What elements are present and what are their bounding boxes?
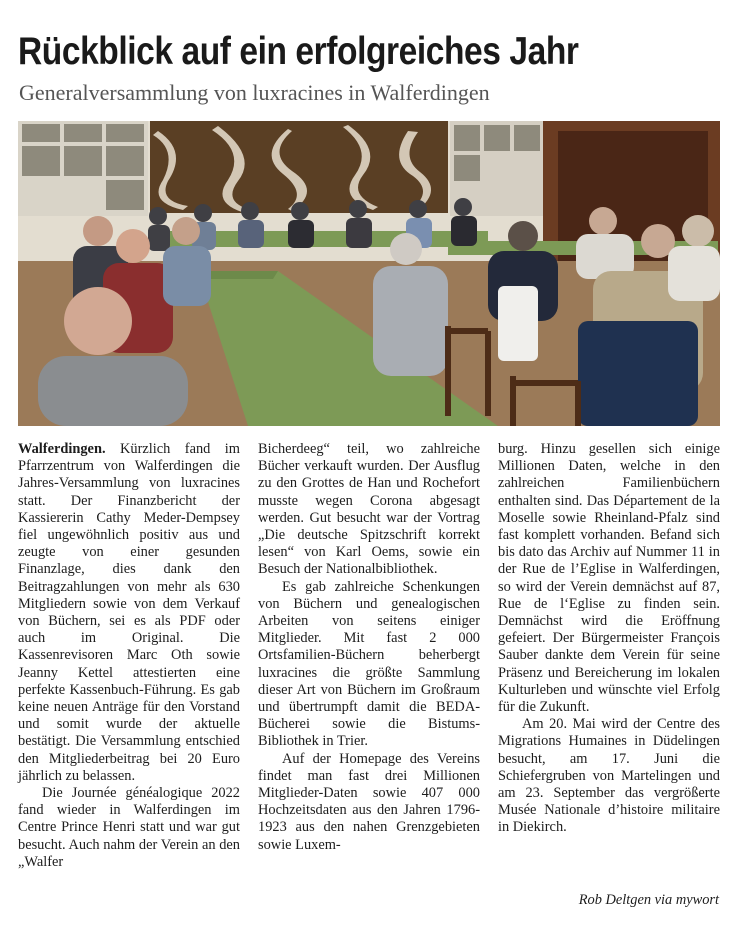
article-column-1 <box>18 441 240 871</box>
article-photo <box>18 121 720 426</box>
paragraph-text: Kürzlich fand im Pfarrzentrum von Walferdingen die Jahres-Versammlung von luxracines statt. Der Finanzbericht der Kassiererin Cathy Meder-Dempsey fiel ungewöhnlich positiv aus und zeugte von einer gesunden Finanzlage, dies dank den Beitragzahlungen von mehr als 630 Mitgliedern sowie von dem Verkauf von Büchern, sei es als PDF oder auch im Original. Die Kassenrevisoren Marc Oth sowie Jeanny Kettel attestierten eine perfekte Kassenbuch-Führung. Es gab keine neuen Anträge für den Vorstand und somit wurde der aktuelle bestätigt. Die Versammlung entschied den Mitgliederbeitrag bei 20 Euro jährlich zu belassen. <box>18 441 240 784</box>
article-paragraph: Bicherdeeg“ teil, wo zahlreiche Bücher verkauft wurden. Der Ausflug zu den Grottes de Han und Rochefort musste wegen Corona abgesagt werden. Gut besucht war der Vortrag „Die deutsche Spitzschrift korrekt lesen“ von Karl Oems, sowie ein Besuch der Nationalbibliothek. <box>258 441 480 578</box>
article-paragraph: Die Journée généalogique 2022 fand wieder in Walferdingen im Centre Prince Henri statt und war gut besucht. Auch nahm der Verein an den „Walfer <box>18 785 240 870</box>
article-column-3 <box>498 441 720 837</box>
byline: Rob Deltgen via mywort <box>578 892 719 908</box>
article-column-2 <box>258 441 480 854</box>
article-paragraph: burg. Hinzu gesellen sich einige Millionen Daten, welche in den zahlreichen Familienbüchern enthalten sind. Das Département de la Moselle sowie Rheinland-Pfalz sind fast komplett vorhanden. Befand sich bis dato das Archiv auf Nummer 11 in der Rue de l’Eglise in Walferdingen, so wird der Verein demnächst auf 87, Rue de l‘Eglise zu finden sein. Demnächst wird die Eröffnung gefeiert. Der Bürgermeister François Sauber dankte dem Verein für seine Präsenz und Bereicherung im lokalen Kulturleben und wünschte viel Erfolg für die Zukunft. <box>498 441 720 716</box>
article-paragraph: Am 20. Mai wird der Centre des Migrations Humaines in Düdelingen besucht, am 17. Juni die Schiefergruben von Martelingen und am 23. September das vergrößerte Musée Nationale d’histoire militaire in Diekirch. <box>498 716 720 836</box>
subheadline: Generalversammlung von luxracines in Walferdingen <box>19 80 490 105</box>
article-paragraph: Es gab zahlreiche Schenkungen von Büchern und genealogischen Arbeiten von seitens einiger Mitglieder. Mit fast 2 000 Ortsfamilien-Büchern beherbergt luxracines die größte Sammlung dieser Art von Büchern im Großraum und übertrumpft damit die BEDA-Bücherei sowie die Bistums-Bibliothek in Trier. <box>258 578 480 750</box>
article-paragraph <box>18 441 240 785</box>
dateline: Walferdingen. <box>18 441 106 457</box>
article-paragraph: Auf der Homepage des Vereins findet man fast drei Millionen Mitglieder-Daten sowie 407 000 Hochzeitsdaten aus den Jahren 1796-1923 aus den nahen Grenzgebieten sowie Luxem- <box>258 750 480 853</box>
meeting-photo-illustration <box>18 121 720 426</box>
headline: Rückblick auf ein erfolgreiches Jahr <box>18 30 579 73</box>
